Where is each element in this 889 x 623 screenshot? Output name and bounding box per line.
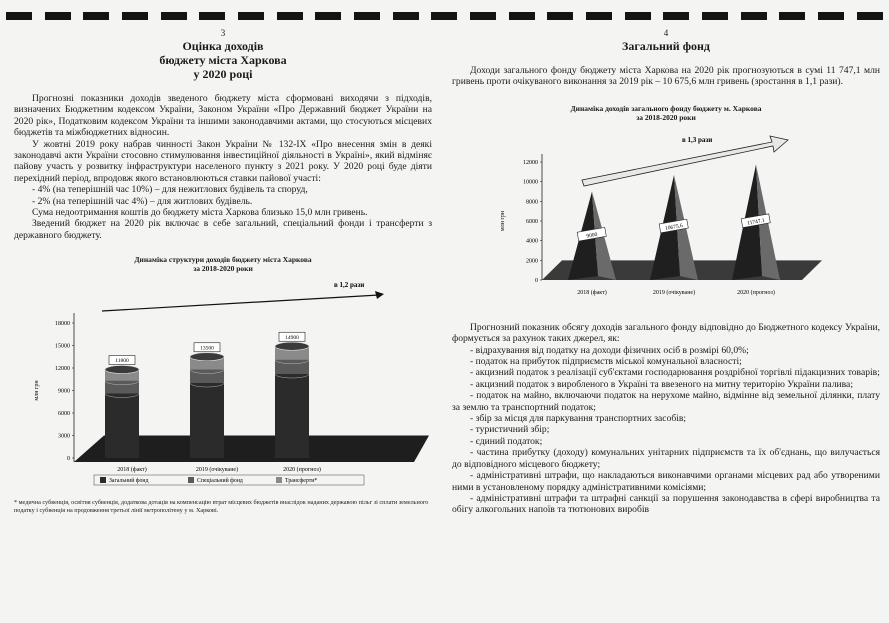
legend-swatch xyxy=(188,477,194,483)
y-tick-label: 6000 xyxy=(526,218,538,225)
page-number: 3 xyxy=(220,28,226,38)
y-tick-label: 12000 xyxy=(55,366,70,373)
paragraph: - 4% (на теперішній час 10%) – для нежитлових будівель та споруд, xyxy=(32,184,308,196)
structure-chart xyxy=(14,273,432,488)
y-axis-label: млн грн xyxy=(500,210,506,231)
list-item: - туристичний збір; xyxy=(470,424,550,436)
right-page xyxy=(452,28,880,516)
general-fund-chart xyxy=(452,122,880,307)
y-tick-label: 8000 xyxy=(526,199,538,206)
y-tick-label: 3000 xyxy=(58,433,70,440)
y-tick-label: 12000 xyxy=(523,159,538,166)
cylinder-segment xyxy=(105,394,139,459)
y-tick-label: 0 xyxy=(67,456,70,463)
y-tick-label: 15000 xyxy=(55,343,70,350)
cylinder-segment xyxy=(275,374,309,458)
paragraph: - 2% (на теперішній час 4%) – для житлових будівель. xyxy=(32,195,253,207)
legend-swatch xyxy=(100,477,106,483)
x-tick-label: 2020 (прогноз) xyxy=(283,467,321,474)
chart-title: Динаміка доходів загального фонду бюджету м. Харкова за 2018-2020 роки xyxy=(570,103,762,122)
data-label: 10675.6 xyxy=(664,222,684,232)
list-item: - податок на майно, включаючи податок на нерухоме майно, відмінне від земельної ділянки, плату за землю та транспортний податок; xyxy=(452,390,880,413)
cylinder-top xyxy=(105,366,139,374)
list-item: - акцизний податок з реалізації суб'єктами господарювання роздрібної торгівлі підакцизних товарів; xyxy=(470,367,880,379)
page-number: 4 xyxy=(663,28,669,38)
growth-annotation: в 1,3 рази xyxy=(682,135,713,144)
x-tick-label: 2018 (факт) xyxy=(577,289,607,296)
page-title: Оцінка доходів бюджету міста Харкова у 2020 році xyxy=(159,39,287,81)
y-tick-label: 18000 xyxy=(55,321,70,328)
growth-arrow xyxy=(102,295,379,311)
y-tick-label: 0 xyxy=(535,277,538,284)
total-data-label: 11800 xyxy=(115,358,129,365)
y-tick-label: 9000 xyxy=(58,388,70,395)
y-tick-label: 4000 xyxy=(526,238,538,245)
growth-arrowhead xyxy=(375,291,384,299)
cylinder-top xyxy=(275,343,309,351)
legend-entry: Загальний фонд xyxy=(109,478,149,485)
page-title: Загальний фонд xyxy=(622,39,710,53)
x-tick-label: 2019 (очікуване) xyxy=(195,467,239,474)
paragraph: Зведений бюджет на 2020 рік включає в себе загальний, спеціальний фонди і трансферти з державного бюджету. xyxy=(14,218,432,241)
cylinder-top xyxy=(190,353,224,361)
lead-paragraph: Прогнозний показник обсягу доходів загального фонду відповідно до Бюджетного кодексу України, формується за рахунок таких джерел, як: xyxy=(452,321,880,345)
x-tick-label: 2019 (очікуване) xyxy=(652,289,696,296)
x-tick-label: 2020 (прогноз) xyxy=(737,289,775,296)
chart-title: Динаміка структури доходів бюджету міста Харкова за 2018-2020 роки xyxy=(134,255,312,274)
y-tick-label: 6000 xyxy=(58,411,70,418)
data-label: 11747.1 xyxy=(746,217,766,227)
paragraph: Прогнозні показники доходів зведеного бюджету міста сформовані виходячи з підходів, визначених Бюджетним кодексом України, Законом України «Про Державний бюджет України на 2020 рік», Податковим кодексом України та іншими законодавчими актами, що стосуються місцевих бюджетів та міжбюджетних відносин. xyxy=(14,93,432,139)
left-page xyxy=(14,28,432,514)
y-axis-label: млн грн xyxy=(34,380,40,401)
paragraph: У жовтні 2019 року набрав чинності Закон України № 132-IX «Про внесення змін в деякі законодавчі акти України стосовно стимулювання інвестиційної діяльності в Україні», який відміняє пайову участь у розвитку інфраструктури населеного пункту з 2021 року. У 2020 році буде діяти перехідний період, впродовж якого встановлюються ставки пайової участі: xyxy=(14,138,432,184)
y-tick-label: 2000 xyxy=(526,258,538,265)
list-item: - акцизний податок з виробленого в Україні та ввезеного на митну територію України палива; xyxy=(470,378,853,390)
legend-entry: Спеціальний фонд xyxy=(197,478,243,485)
total-data-label: 13500 xyxy=(200,345,214,352)
footnote: * медична субвенція, освітня субвенція, додаткова дотація на компенсацію втрат місцевих бюджетів внаслідок наданих державою пільг зі сплати земельного податку і субвенція на продовження третьої лінії метрополітену у м. Харкові. xyxy=(14,499,429,514)
legend-swatch xyxy=(276,477,282,483)
list-item: - відрахування від податку на доходи фізичних осіб в розмірі 60,0%; xyxy=(470,344,749,356)
list-item: - збір за місця для паркування транспортних засобів; xyxy=(470,413,687,425)
list-item: - адміністративні штрафи та штрафні санкції за порушення законодавства в сфері виробництва та обігу алкогольних напоїв та тютюнових виробів xyxy=(452,492,880,516)
data-label: 9000 xyxy=(586,231,598,240)
growth-annotation: в 1,2 рази xyxy=(334,281,365,290)
revenue-sources-list xyxy=(452,345,880,516)
list-item: - частина прибутку (доходу) комунальних унітарних підприємств та їх об'єднань, що вилучається до відповідного місцевого бюджету; xyxy=(452,447,880,470)
intro-paragraph: Доходи загального фонду бюджету міста Харкова на 2020 рік прогнозуються в сумі 11 747,1 млн гривень проти очікуваного виконання за 2019 рік – 10 675,6 млн гривень (зростання в 1,1 рази). xyxy=(452,65,880,88)
x-tick-label: 2018 (факт) xyxy=(117,467,147,474)
list-item: - податок на прибуток підприємств міської комунальної власності; xyxy=(470,356,742,368)
y-tick-label: 10000 xyxy=(523,179,538,186)
perforation-strip xyxy=(6,12,883,22)
total-data-label: 14900 xyxy=(285,335,299,342)
list-item: - адміністративні штрафи, що накладаються виконавчими органами місцевих рад або утвореними ними в установленому порядку адміністративними комісіями; xyxy=(452,470,880,493)
legend-entry: Трансферти* xyxy=(285,478,318,485)
paragraph: Сума недоотримання коштів до бюджету міста Харкова близько 15,0 млн гривень. xyxy=(32,207,368,219)
list-item: - єдиний податок; xyxy=(470,435,543,447)
cylinder-segment xyxy=(190,383,224,458)
